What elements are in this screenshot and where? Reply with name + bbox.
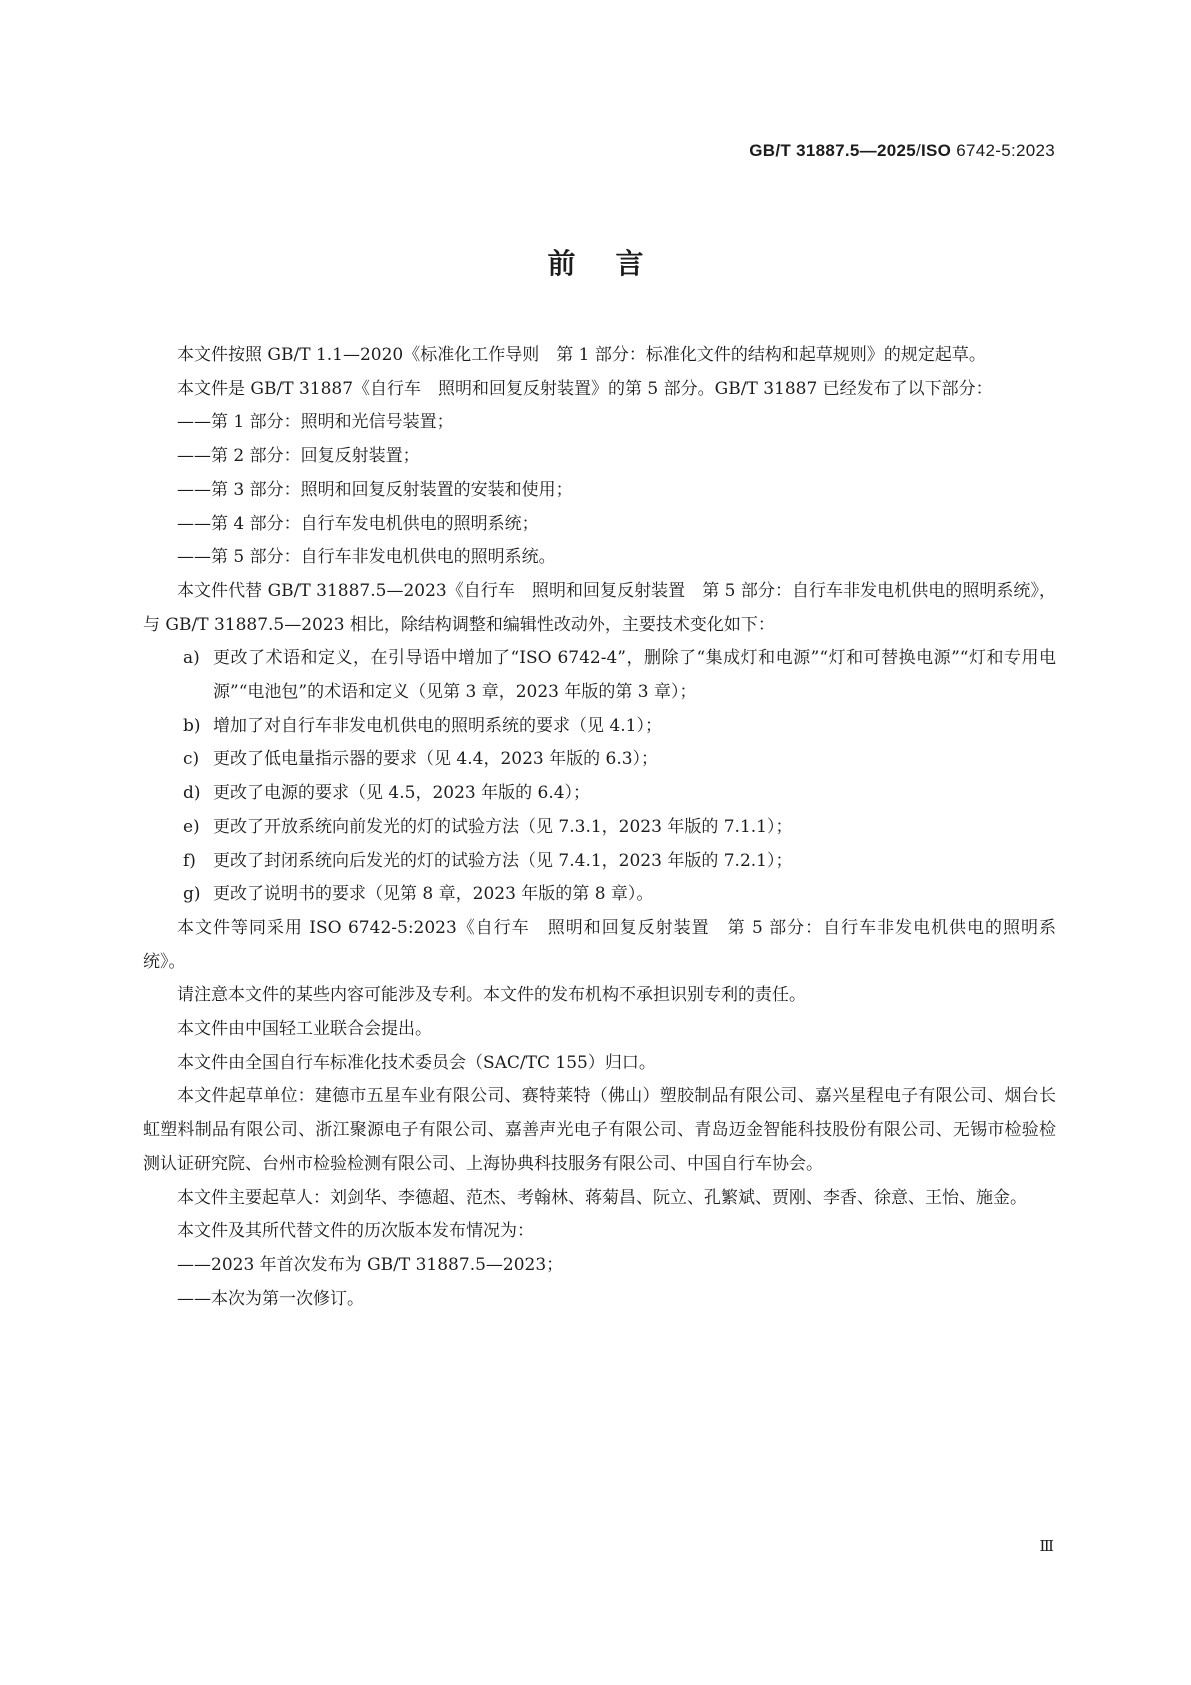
change-label: g): [183, 884, 201, 905]
page-title: 前言: [547, 247, 684, 280]
change-label: c): [183, 749, 200, 770]
change-text: 增加了对自行车非发电机供电的照明系统的要求（见 4.1）；: [213, 715, 662, 736]
paragraph-proposed-by: 本文件由中国轻工业联合会提出。: [177, 1019, 432, 1040]
header-separator: /: [915, 141, 921, 160]
change-label: b): [183, 715, 201, 736]
paragraph-drafting-rules: 本文件按照 GB/T 1.1—2020《标准化工作导则 第 1 部分：标准化文件的结构和起草规则》的规定起草。: [177, 345, 986, 365]
change-item: [143, 811, 1056, 845]
history-list-item: ——本次为第一次修订。: [177, 1288, 364, 1309]
standard-header: [749, 141, 1055, 161]
page-number: Ⅲ: [1039, 1537, 1055, 1555]
change-item: [143, 642, 1056, 709]
change-item: [143, 845, 1056, 879]
change-item: [143, 878, 1056, 912]
change-text: 更改了封闭系统向后发光的灯的试验方法（见 7.4.1，2023 年版的 7.2.1）；: [213, 850, 793, 871]
iso-prefix: ISO: [921, 141, 952, 160]
iso-number: 6742-5:2023: [956, 141, 1055, 160]
part-list-item: ——第 1 部分：照明和光信号装置；: [177, 412, 454, 433]
paragraph-replaces: 本文件代替 GB/T 31887.5—2023《自行车 照明和回复反射装置 第 5 部分：自行车非发电机供电的照明系统》，与 GB/T 31887.5—2023 相比，除结构调整和编辑性改动外，主要技术变化如下：: [143, 580, 1056, 635]
paragraph-drafting-units: 本文件起草单位：建德市五星车业有限公司、赛特莱特（佛山）塑胶制品有限公司、嘉兴星程电子有限公司、烟台长虹塑料制品有限公司、浙江聚源电子有限公司、嘉善声光电子有限公司、青岛迈金智能科技股份有限公司、无锡市检验检测认证研究院、台州市检验检测有限公司、上海协典科技服务有限公司、中国自行车协会。: [143, 1086, 1056, 1174]
paragraph-identical-adoption: 本文件等同采用 ISO 6742-5:2023《自行车 照明和回复反射装置 第 5 部分：自行车非发电机供电的照明系统》。: [143, 917, 1056, 972]
change-item: [143, 743, 1056, 777]
change-label: d): [183, 783, 201, 804]
paragraph-series-part: 本文件是 GB/T 31887《自行车 照明和回复反射装置》的第 5 部分。GB/T 31887 已经发布了以下部分：: [177, 378, 993, 399]
paragraph-drafters: 本文件主要起草人：刘剑华、李德超、范杰、考翰林、蒋菊昌、阮立、孔繁斌、贾刚、李香、徐意、王怡、施金。: [177, 1187, 1027, 1208]
change-text: 更改了电源的要求（见 4.5，2023 年版的 6.4）；: [213, 783, 591, 804]
paragraph-history-intro: 本文件及其所代替文件的历次版本发布情况为：: [177, 1221, 534, 1242]
change-label: f): [183, 850, 196, 871]
part-list-item: ——第 3 部分：照明和回复反射装置的安装和使用；: [177, 479, 573, 500]
paragraph-under-jurisdiction: 本文件由全国自行车标准化技术委员会（SAC/TC 155）归口。: [177, 1052, 656, 1073]
change-item: [143, 777, 1056, 811]
preface-body: [143, 339, 1056, 1316]
change-item: [143, 710, 1056, 744]
standard-number: GB/T 31887.5—2025: [749, 141, 916, 160]
change-label: e): [183, 816, 200, 837]
part-list-item: ——第 2 部分：回复反射装置；: [177, 446, 420, 467]
change-label: a): [183, 648, 200, 669]
change-text: 更改了开放系统向前发光的灯的试验方法（见 7.3.1，2023 年版的 7.1.1）；: [213, 816, 793, 837]
history-list-item: ——2023 年首次发布为 GB/T 31887.5—2023；: [177, 1254, 564, 1275]
change-text: 更改了说明书的要求（见第 8 章，2023 年版的第 8 章）。: [213, 884, 654, 905]
change-text: 更改了术语和定义，在引导语中增加了“ISO 6742-4”，删除了“集成灯和电源”“灯和可替换电源”“灯和专用电源”“电池包”的术语和定义（见第 3 章，2023 年版的第 3 章）；: [213, 648, 1056, 703]
paragraph-patent-notice: 请注意本文件的某些内容可能涉及专利。本文件的发布机构不承担识别专利的责任。: [177, 985, 806, 1006]
part-list-item: ——第 5 部分：自行车非发电机供电的照明系统。: [177, 547, 556, 568]
change-text: 更改了低电量指示器的要求（见 4.4，2023 年版的 6.3）；: [213, 749, 659, 770]
part-list-item: ——第 4 部分：自行车发电机供电的照明系统；: [177, 513, 539, 534]
